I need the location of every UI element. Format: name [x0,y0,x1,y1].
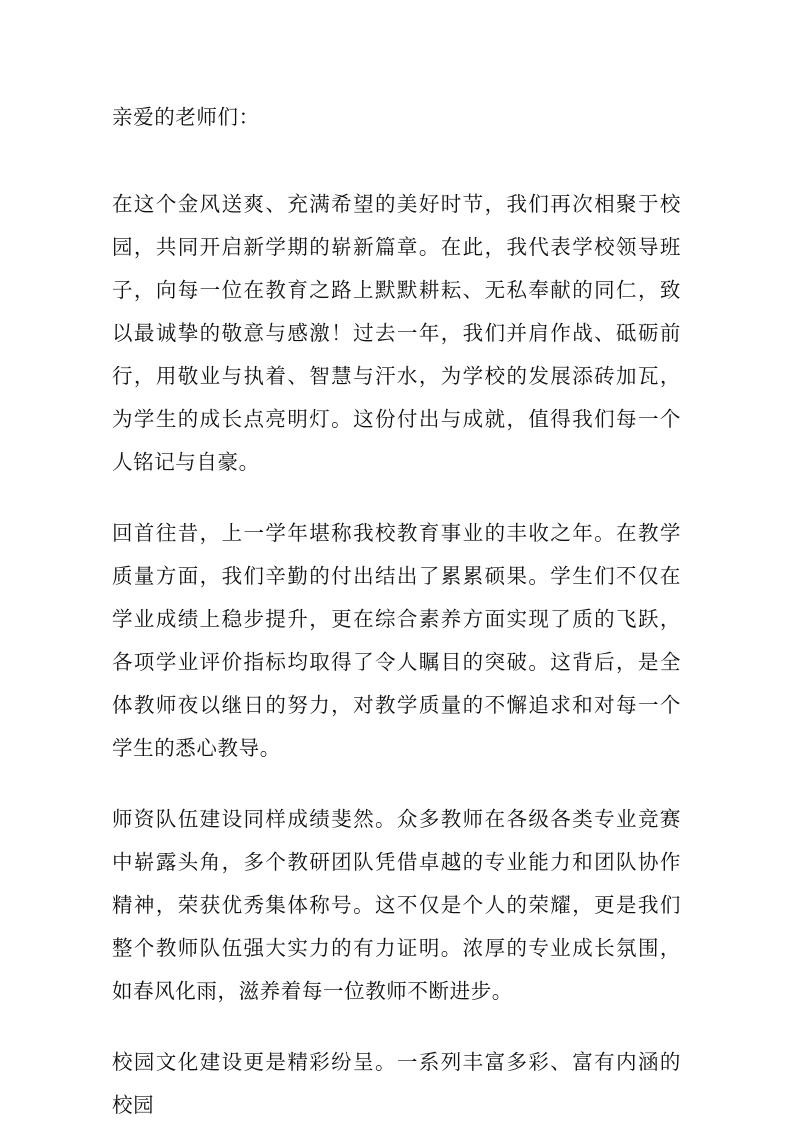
paragraph-opening: 在这个金风送爽、充满希望的美好时节，我们再次相聚于校园，共同开启新学期的崭新篇章。在此，我代表学校领导班子，向每一位在教育之路上默默耕耘、无私奉献的同仁，致以最诚挚的敬意与感激！过去一年，我们并肩作战、砥砺前行，用敬业与执着、智慧与汗水，为学校的发展添砖加瓦，为学生的成长点亮明灯。这份付出与成就，值得我们每一个人铭记与自豪。 [112,192,681,474]
paragraph-teacher-team: 师资队伍建设同样成绩斐然。众多教师在各级各类专业竞赛中崭露头角，多个教研团队凭借卓越的专业能力和团队协作精神，荣获优秀集体称号。这不仅是个人的荣耀，更是我们整个教师队伍强大实力的有力证明。浓厚的专业成长氛围，如春风化雨，滋养着每一位教师不断进步。 [112,807,681,1003]
paragraph-review-teaching-quality: 回首往昔，上一学年堪称我校教育事业的丰收之年。在教学质量方面，我们辛勤的付出结出了累累硕果。学生们不仅在学业成绩上稳步提升，更在综合素养方面实现了质的飞跃，各项学业评价指标均取得了令人瞩目的突破。这背后，是全体教师夜以继日的努力，对教学质量的不懈追求和对每一个学生的悉心教导。 [112,521,681,760]
paragraph-salutation: 亲爱的老师们： [112,105,260,129]
paragraph-campus-culture: 校园文化建设更是精彩纷呈。一系列丰富多彩、富有内涵的校园 [112,1050,681,1117]
document-body [112,96,681,1127]
